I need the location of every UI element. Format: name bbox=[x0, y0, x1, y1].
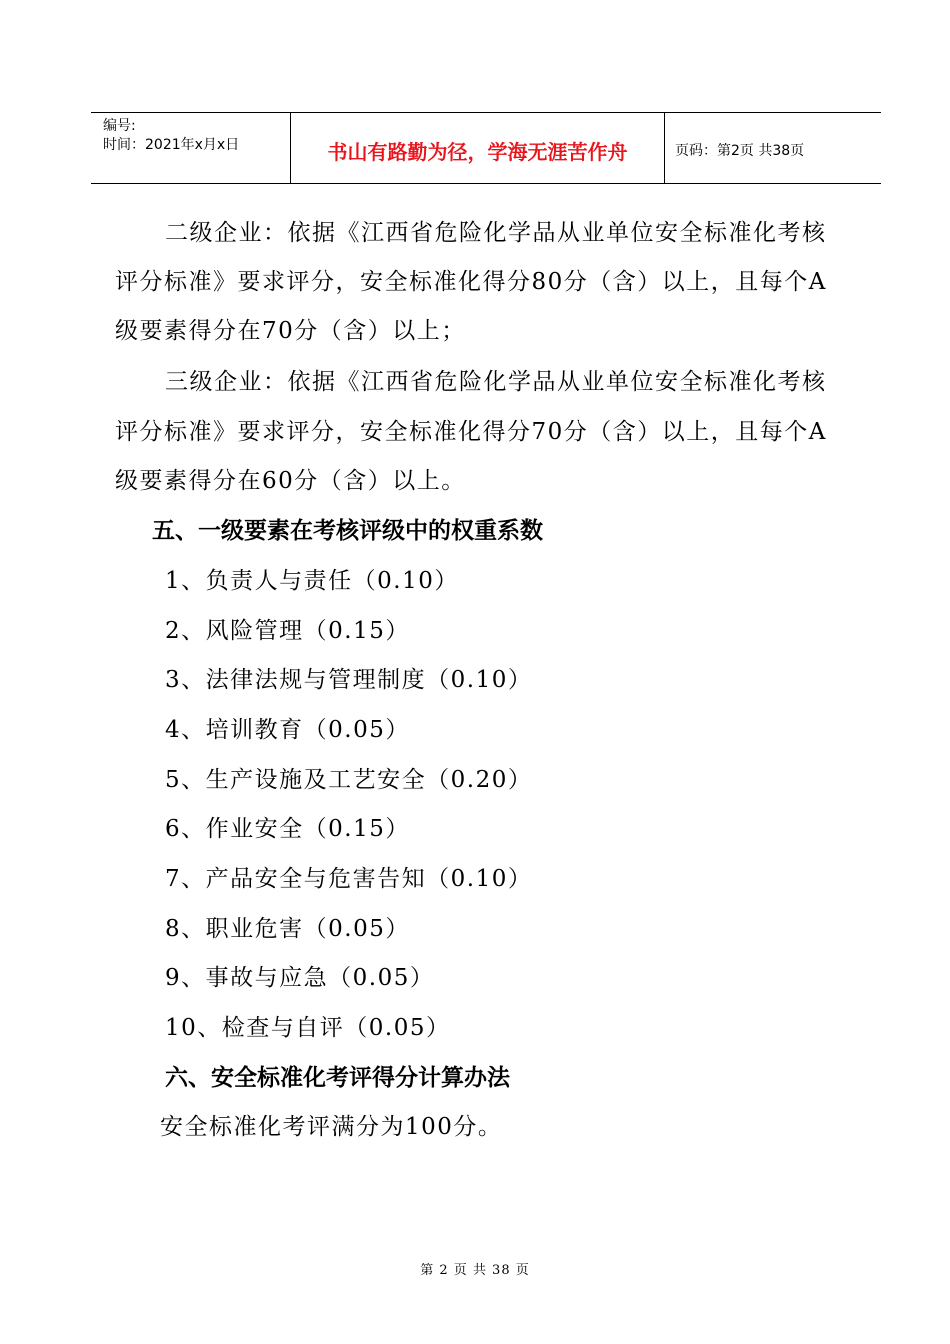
list-item: 6、作业安全（0.15） bbox=[165, 816, 410, 842]
header-meta-cell bbox=[91, 113, 291, 183]
paragraph-line: 评分标准》要求评分，安全标准化得分70分（含）以上，且每个A bbox=[115, 419, 827, 445]
list-item: 3、法律法规与管理制度（0.10） bbox=[165, 667, 533, 693]
header-page-label: 页码：第2页 共38页 bbox=[675, 143, 805, 159]
document-header bbox=[91, 112, 881, 184]
list-item: 8、职业危害（0.05） bbox=[165, 916, 410, 942]
paragraph-line: 安全标准化考评满分为100分。 bbox=[160, 1114, 503, 1140]
list-item: 4、培训教育（0.05） bbox=[165, 717, 410, 743]
paragraph-line: 级要素得分在60分（含）以上。 bbox=[115, 468, 466, 494]
paragraph-line: 级要素得分在70分（含）以上； bbox=[115, 318, 466, 344]
header-slogan: 书山有路勤为径，学海无涯苦作舟 bbox=[291, 113, 665, 183]
paragraph-line: 评分标准》要求评分，安全标准化得分80分（含）以上，且每个A bbox=[115, 269, 827, 295]
section-heading: 五、一级要素在考核评级中的权重系数 bbox=[152, 518, 543, 544]
header-time-label: 时间：2021年x月x日 bbox=[103, 137, 240, 153]
section-heading: 六、安全标准化考评得分计算办法 bbox=[165, 1065, 510, 1091]
paragraph-line: 二级企业：依据《江西省危险化学品从业单位安全标准化考核 bbox=[165, 220, 827, 246]
header-number-label: 编号: bbox=[103, 118, 136, 134]
page-footer: 第 2 页 共 38 页 bbox=[420, 1263, 530, 1278]
paragraph-line: 三级企业：依据《江西省危险化学品从业单位安全标准化考核 bbox=[165, 369, 827, 395]
list-item: 5、生产设施及工艺安全（0.20） bbox=[165, 767, 533, 793]
list-item: 7、产品安全与危害告知（0.10） bbox=[165, 866, 533, 892]
list-item: 10、检查与自评（0.05） bbox=[165, 1015, 451, 1041]
list-item: 2、风险管理（0.15） bbox=[165, 618, 410, 644]
list-item: 1、负责人与责任（0.10） bbox=[165, 568, 459, 594]
list-item: 9、事故与应急（0.05） bbox=[165, 965, 435, 991]
